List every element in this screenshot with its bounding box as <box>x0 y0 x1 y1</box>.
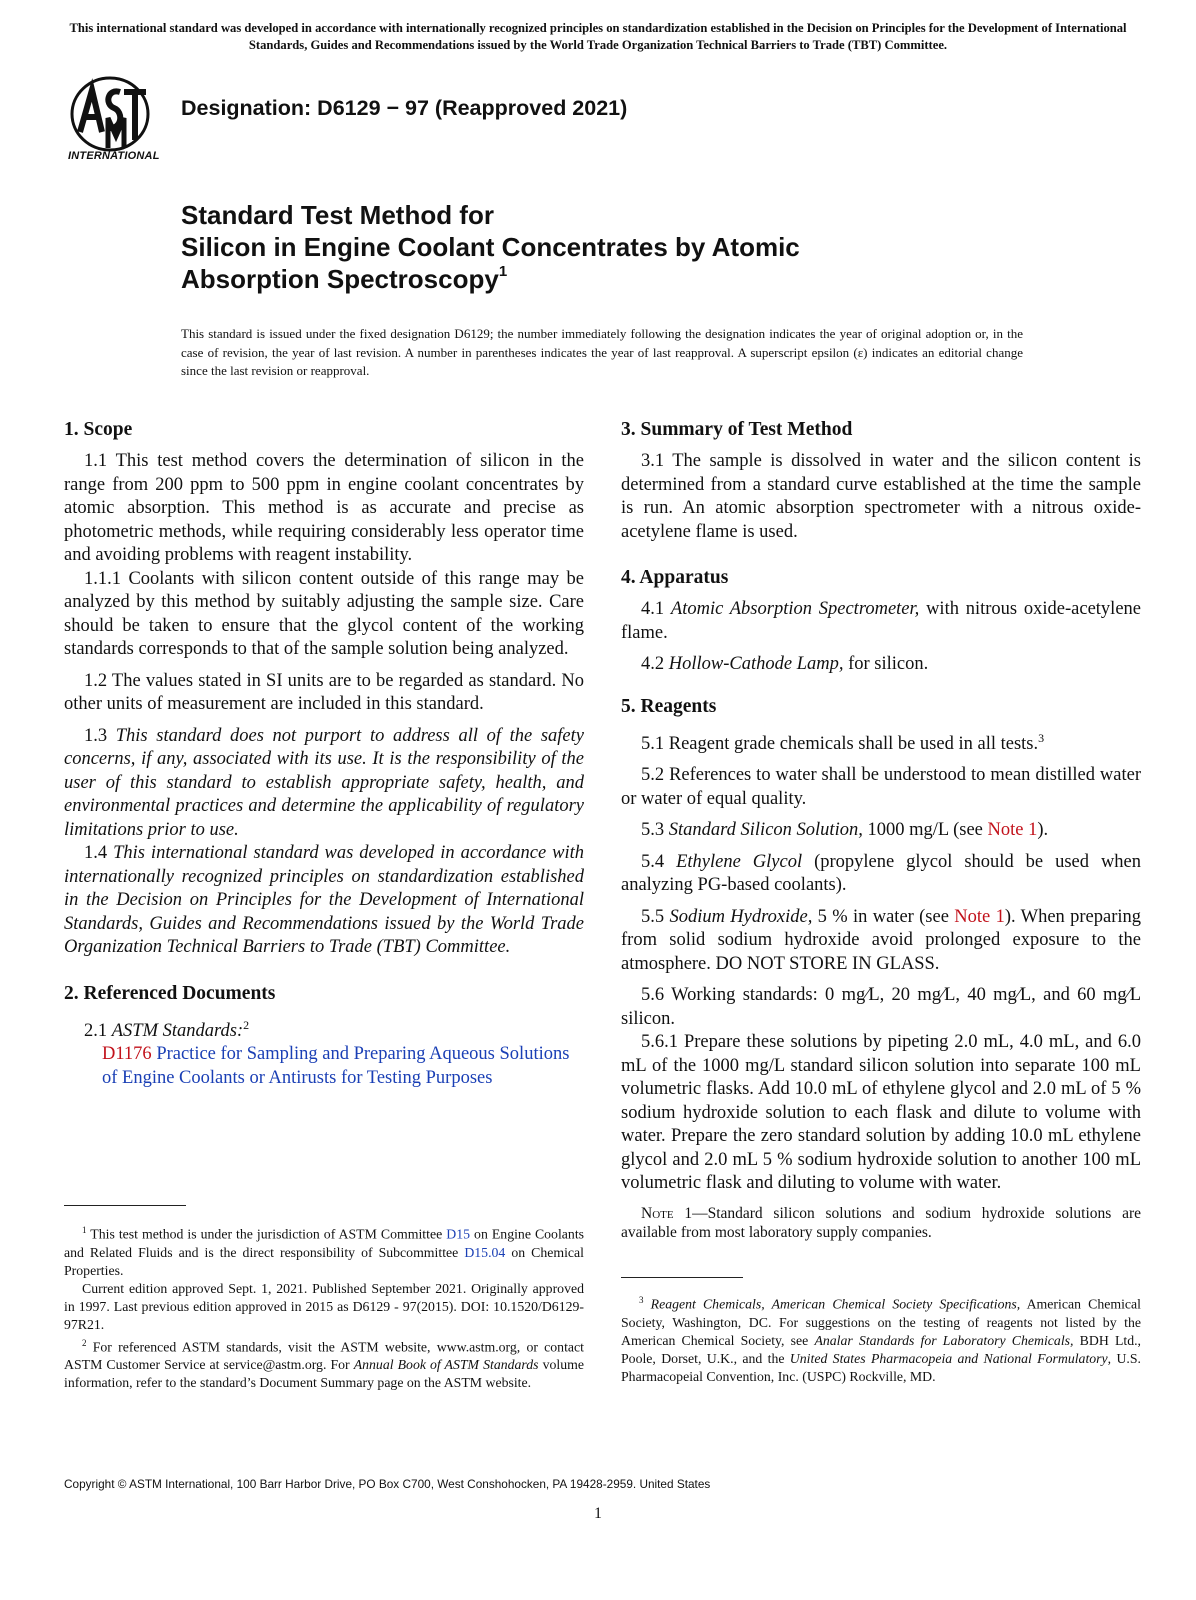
reference-d1176[interactable] <box>64 1043 584 1090</box>
section-reagents <box>621 695 1141 1242</box>
note-1-link[interactable]: Note 1 <box>954 906 1005 927</box>
para-1-1: 1.1 This test method covers the determination of silicon in the range from 200 ppm to 500 ppm in engine coolant concentrates by atomic absorption. This method is as accurate and precise as photometric methods, while requiring considerably less operator time and avoiding problems with reagent instability. <box>64 451 584 565</box>
para-5-3-num: 5.3 <box>641 820 665 841</box>
para-5-4-term: Ethylene Glycol <box>676 851 803 872</box>
para-1-4-num: 1.4 <box>84 843 108 863</box>
footnote-1-edition: Current edition approved Sept. 1, 2021. Published September 2021. Originally approved in 1997. Last previous edition approved in 2015 as D6129 - 97(2015). DOI: 10.1520/D6129-97R21. <box>64 1280 584 1332</box>
para-5-3 <box>621 819 1141 843</box>
footnote-1-text-c: on Chemical Properties. <box>64 1244 585 1278</box>
reagents-heading: 5. Reagents <box>621 695 717 717</box>
note-1-link[interactable]: Note 1 <box>987 820 1038 841</box>
para-1-4 <box>64 842 584 960</box>
para-5-4-num: 5.4 <box>641 851 665 872</box>
referenced-heading: 2. Referenced Documents <box>64 982 276 1004</box>
para-5-3-rest: 1000 mg/L (see <box>867 820 983 841</box>
para-3-1: 3.1 The sample is dissolved in water and the silicon content is determined from a standard curve established at the time the sample is run. An atomic absorption spectrometer with a nitrous oxide-acetylene flame is used. <box>621 451 1141 542</box>
para-2-1-text: ASTM Standards: <box>111 1020 244 1041</box>
para-1-4-text: This international standard was developed in accordance with internationally recognized principles on standardization established in the Decision on Principles for the Development of International Standards, Guides and Recommendations issued by the World Trade Organization Technical Barriers to Trade (TBT) Committee. <box>64 843 585 957</box>
left-column <box>64 418 584 1112</box>
summary-heading: 3. Summary of Test Method <box>621 419 853 440</box>
top-notice: This international standard was developed in accordance with internationally recognized principles on standardization established in the Decision on Principles for the Development of International Standards, Guides and Recommendations issued by the World Trade Organization Technical Barriers to Trade (TBT) Committee. <box>69 21 1127 52</box>
reference-title-link[interactable]: Practice for Sampling and Preparing Aqueous Solutions of Engine Coolants or Antirusts for Testing Purposes <box>102 1044 570 1088</box>
right-column <box>621 418 1141 1264</box>
title-footnote-mark[interactable]: 1 <box>498 263 508 280</box>
footnote-2-text-a: For referenced ASTM standards, visit the ASTM website, www.astm.org, or contact ASTM Customer Service at service@astm.org. For <box>64 1339 584 1373</box>
para-1-1-1: 1.1.1 Coolants with silicon content outside of this range may be analyzed by this method by suitably adjusting the sample size. Care should be taken to ensure that the glycol content of the working standards corresponds to that of the sample solution being analyzed. <box>64 568 584 659</box>
para-5-5-term: Sodium Hydroxide, <box>669 906 813 927</box>
para-2-1-footnote-mark[interactable]: 2 <box>243 1017 250 1032</box>
footnote-1-text-a: This test method is under the jurisdiction of ASTM Committee <box>90 1226 443 1242</box>
subcommittee-d15-04-link[interactable]: D15.04 <box>464 1244 506 1260</box>
para-4-1-term: Atomic Absorption Spectrometer, <box>670 599 920 619</box>
para-5-6-1: 5.6.1 Prepare these solutions by pipeting 2.0 mL, 4.0 mL, and 6.0 mL of the 1000 mg/L standard silicon solution into separate 100 mL volumetric flasks. Add 10.0 mL of ethylene glycol and 2.0 mL of 5 % sodium hydroxide solution to each flask and dilute to volume with water. Prepare the zero standard solution by adding 10.0 mL ethylene glycol and 2.0 mL 5 % sodium hydroxide solution to another 100 mL volumetric flask and diluting to volume with water. <box>621 1032 1141 1194</box>
footnote-3-italic-2: Analar Standards for Laboratory Chemicals, <box>814 1332 1074 1348</box>
footnote-3 <box>621 1291 1141 1386</box>
para-1-3 <box>64 725 584 843</box>
page-number: 1 <box>594 1505 602 1522</box>
footnote-3-italic-3: United States Pharmacopeia and National Formulatory <box>789 1350 1108 1366</box>
footnote-2 <box>64 1334 584 1393</box>
title-line-3 <box>181 263 800 295</box>
footnote-1-text-b: on Engine Coolants and Related Fluids and is the direct responsibility of Subcommittee <box>64 1226 585 1260</box>
note-1-text: —Standard silicon solutions and sodium hydroxide solutions are available from most laboratory supply companies. <box>621 1204 1141 1241</box>
title-line-1: Standard Test Method for <box>181 200 494 230</box>
footnotes-right <box>621 1291 1141 1386</box>
apparatus-heading: 4. Apparatus <box>621 567 729 588</box>
para-4-2-rest: for silicon. <box>848 654 929 674</box>
footnote-1-mark: 1 <box>82 1225 87 1235</box>
reference-code[interactable]: D1176 <box>102 1044 152 1065</box>
para-4-1-rest: with nitrous oxide-acetylene flame. <box>621 599 1141 643</box>
para-2-1-num: 2.1 <box>84 1020 108 1041</box>
para-5-4 <box>621 851 1141 898</box>
para-4-2 <box>621 653 1141 677</box>
para-5-4-rest: (propylene glycol should be used when analyzing PG-based coolants). <box>621 851 1142 896</box>
title-line-3-text: Absorption Spectroscopy <box>181 264 499 294</box>
footnote-1 <box>64 1221 584 1280</box>
copyright-line: Copyright © ASTM International, 100 Barr Harbor Drive, PO Box C700, West Conshohocken, PA 19428-2959. United States <box>64 1477 711 1491</box>
title-line-2: Silicon in Engine Coolant Concentrates by Atomic <box>181 232 800 262</box>
footnote-2-italic: Annual Book of ASTM Standards <box>353 1357 539 1373</box>
para-1-2: 1.2 The values stated in SI units are to be regarded as standard. No other units of measurement are included in this standard. <box>64 670 584 714</box>
astm-logo-letters <box>80 90 146 148</box>
issue-note: This standard is issued under the fixed designation D6129; the number immediately following the designation indicates the year of original adoption or, in the case of revision, the year of last revision. A number in parentheses indicates the year of last reapproval. A superscript epsilon (ε) indicates an editorial change since the last revision or reapproval. <box>181 326 1023 378</box>
footnote-3-text-c: , U.S. Pharmacopeial Convention, Inc. (USPC) Rockville, MD. <box>621 1350 1141 1384</box>
para-2-1 <box>64 1014 584 1044</box>
footnote-rule-right <box>621 1277 743 1278</box>
footnote-3-text-a: American Chemical Society, Washington, DC. For suggestions on the testing of reagents not listed by the American Chemical Society, see <box>621 1296 1141 1348</box>
para-5-6: 5.6 Working standards: 0 mg⁄L, 20 mg⁄L, 40 mg⁄L, and 60 mg⁄L silicon. <box>621 985 1141 1029</box>
para-5-5 <box>621 906 1141 977</box>
section-scope <box>64 418 584 960</box>
note-1 <box>621 1204 1141 1242</box>
para-5-1 <box>621 727 1141 757</box>
para-1-3-text: This standard does not purport to address all of the safety concerns, if any, associated with its use. It is the responsibility of the user of this standard to establish appropriate safety, health, and environmental practices and determine the applicability of regulatory limitations prior to use. <box>64 725 584 840</box>
para-5-3-term: Standard Silicon Solution, <box>668 820 863 841</box>
footnote-3-text-b: BDH Ltd., Poole, Dorset, U.K., and the <box>621 1332 1141 1366</box>
section-apparatus <box>621 566 1141 677</box>
designation: Designation: D6129 − 97 (Reapproved 2021) <box>181 96 628 120</box>
para-4-1 <box>621 598 1141 645</box>
para-5-5-end: ). When preparing from solid sodium hydroxide avoid prolonged exposure to the atmosphere. DO NOT STORE IN GLASS. <box>621 906 1142 974</box>
para-5-3-end: ). <box>1037 820 1049 841</box>
para-5-1-footnote-mark[interactable]: 3 <box>1038 730 1045 745</box>
para-4-2-num: 4.2 <box>641 654 665 674</box>
section-summary <box>621 418 1141 544</box>
footnotes-left <box>64 1221 584 1392</box>
para-4-2-term: Hollow-Cathode Lamp, <box>668 654 844 674</box>
footnote-2-mark: 2 <box>82 1337 87 1348</box>
footnote-2-text-b: volume information, refer to the standard’s Document Summary page on the ASTM website. <box>64 1357 585 1391</box>
document-title <box>181 199 800 295</box>
para-5-2: 5.2 References to water shall be understood to mean distilled water or water of equal quality. <box>621 765 1141 809</box>
para-5-5-rest: 5 % in water (see <box>817 906 949 927</box>
section-referenced-documents <box>64 982 584 1091</box>
footnote-3-mark: 3 <box>639 1295 644 1305</box>
para-1-3-num: 1.3 <box>84 725 108 746</box>
footnote-3-italic-1: Reagent Chemicals, American Chemical Society Specifications, <box>650 1296 1021 1312</box>
para-5-5-num: 5.5 <box>641 906 665 927</box>
committee-d15-link[interactable]: D15 <box>446 1226 471 1242</box>
scope-heading: 1. Scope <box>64 419 133 440</box>
logo-international-label: INTERNATIONAL <box>68 150 160 162</box>
note-1-label: Note 1 <box>641 1204 693 1222</box>
footnote-rule-left <box>64 1205 186 1206</box>
para-5-1-text: 5.1 Reagent grade chemicals shall be used in all tests. <box>641 733 1039 754</box>
para-4-1-num: 4.1 <box>641 599 665 619</box>
